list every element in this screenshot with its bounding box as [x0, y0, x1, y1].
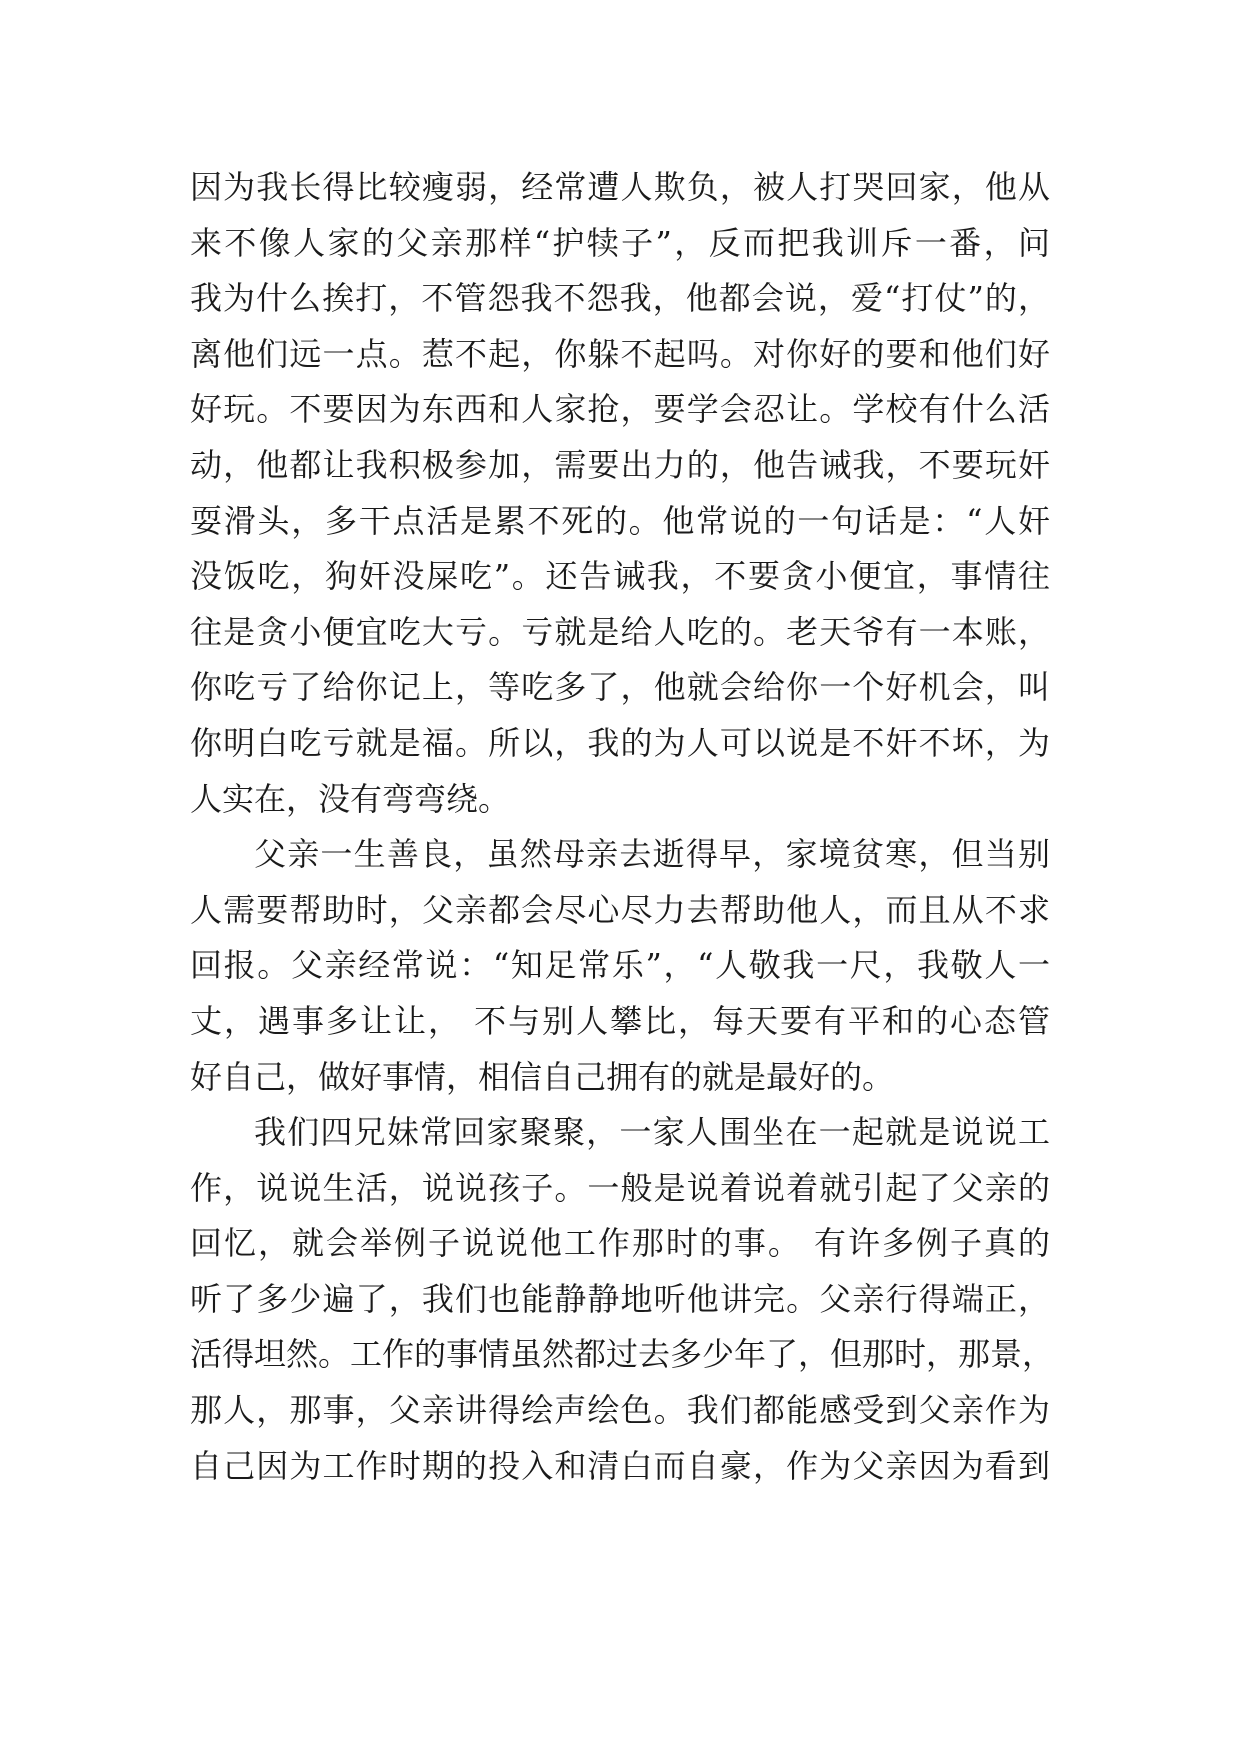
- text-line: 耍滑头，多干点活是累不死的。他常说的一句话是：“人奸: [190, 501, 1050, 540]
- text-line: 丈，遇事多让让， 不与别人攀比，每天要有平和的心态管: [190, 1001, 1050, 1040]
- text-line: 活得坦然。工作的事情虽然都过去多少年了，但那时，那景，: [190, 1335, 1055, 1374]
- text-line: 没饭吃，狗奸没屎吃”。还告诫我，不要贪小便宜，事情往: [190, 557, 1050, 596]
- text-line: 回忆，就会举例子说说他工作那时的事。 有许多例子真的: [190, 1224, 1050, 1263]
- text-line: 我为什么挨打，不管怨我不怨我，他都会说，爱“打仗”的，: [190, 279, 1050, 318]
- text-line: 离他们远一点。惹不起，你躲不起吗。对你好的要和他们好: [190, 334, 1050, 373]
- text-line: 往是贪小便宜吃大亏。亏就是给人吃的。老天爷有一本账，: [190, 612, 1050, 651]
- text-line: 回报。父亲经常说：“知足常乐”，“人敬我一尺，我敬人一: [190, 946, 1050, 985]
- text-line: 好玩。不要因为东西和人家抢，要学会忍让。学校有什么活: [190, 390, 1050, 429]
- text-line: 好自己，做好事情，相信自己拥有的就是最好的。: [190, 1057, 895, 1096]
- paragraph-first-line: 我们四兄妹常回家聚聚，一家人围坐在一起就是说说工: [254, 1113, 1050, 1152]
- text-line: 来不像人家的父亲那样“护犊子”，反而把我训斥一番，问: [190, 223, 1050, 262]
- text-line: 动，他都让我积极参加，需要出力的，他告诫我，不要玩奸: [190, 445, 1050, 484]
- text-line: 你吃亏了给你记上，等吃多了，他就会给你一个好机会，叫: [190, 668, 1050, 707]
- text-line: 因为我长得比较瘦弱，经常遭人欺负，被人打哭回家，他从: [190, 168, 1050, 206]
- text-line: 自己因为工作时期的投入和清白而自豪，作为父亲因为看到: [190, 1446, 1050, 1485]
- text-line: 人实在，没有弯弯绕。: [190, 779, 511, 818]
- body-text: [190, 160, 1055, 1494]
- text-line: 你明白吃亏就是福。所以，我的为人可以说是不奸不坏，为: [190, 723, 1050, 762]
- text-line: 作，说说生活，说说孩子。一般是说着说着就引起了父亲的: [190, 1168, 1050, 1207]
- text-line: 人需要帮助时，父亲都会尽心尽力去帮助他人，而且从不求: [190, 890, 1050, 929]
- paragraph-first-line: 父亲一生善良，虽然母亲去逝得早，家境贫寒，但当别: [254, 835, 1050, 874]
- text-line: 听了多少遍了，我们也能静静地听他讲完。父亲行得端正，: [190, 1279, 1050, 1318]
- text-line: 那人，那事，父亲讲得绘声绘色。我们都能感受到父亲作为: [190, 1391, 1050, 1430]
